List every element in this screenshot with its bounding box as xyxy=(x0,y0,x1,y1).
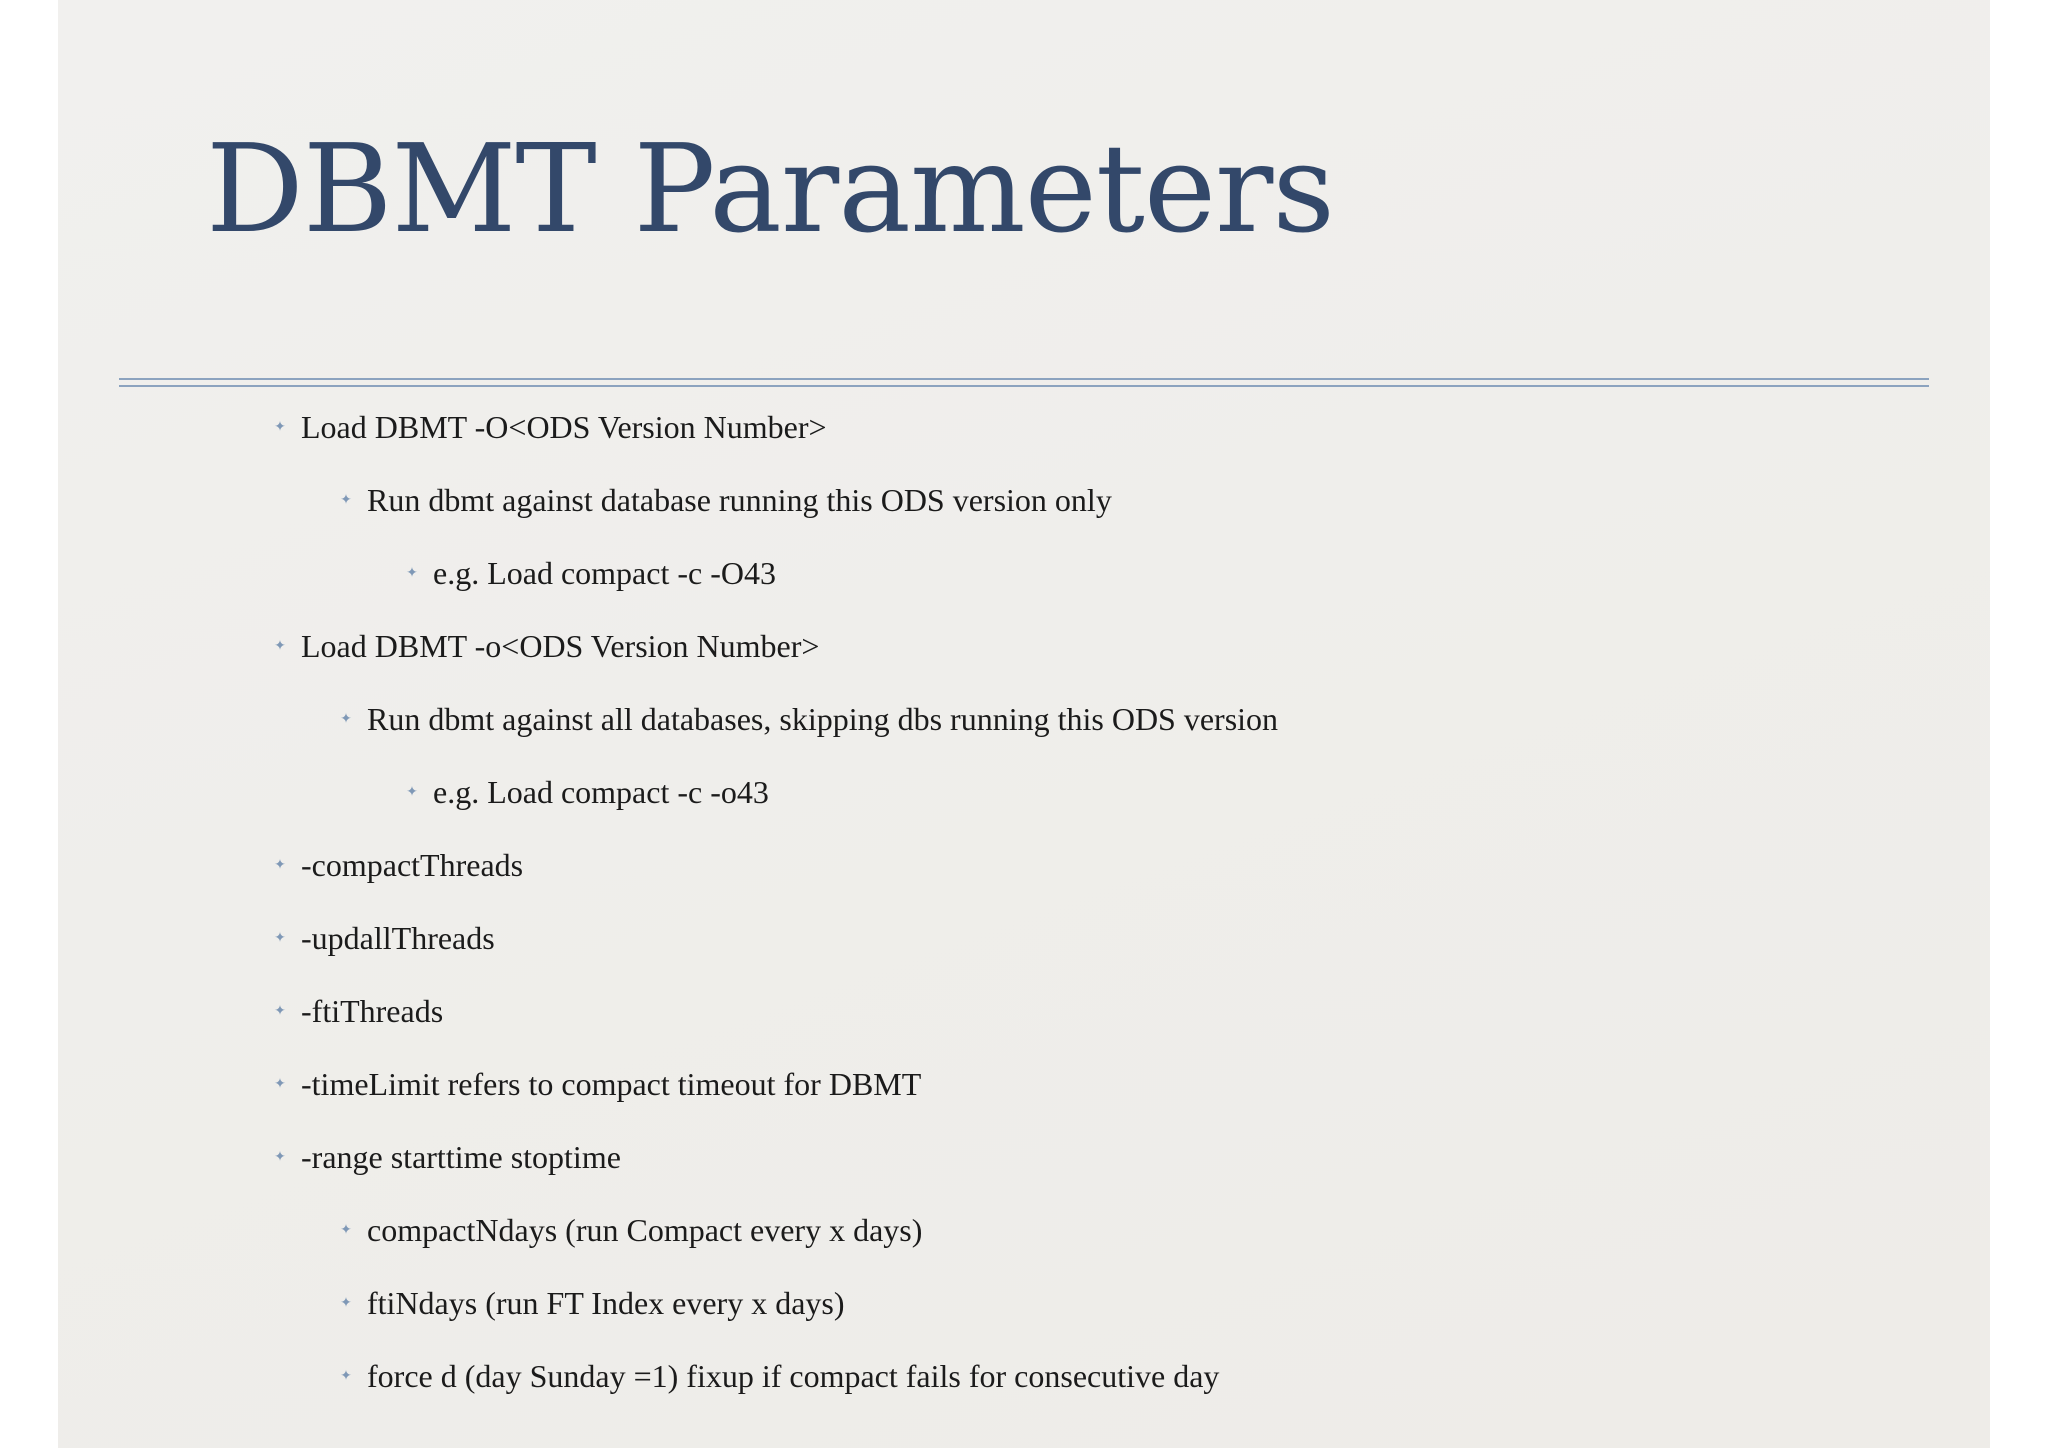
bullet-text: compactNdays (run Compact every x days) xyxy=(367,1212,923,1248)
bullet-item-level-1 xyxy=(274,845,524,885)
bullet-text: -compactThreads xyxy=(301,847,524,883)
four-point-star-bullet-icon: ✦ xyxy=(274,930,286,946)
title-divider-line-upper xyxy=(119,378,1929,380)
bullet-item-level-1 xyxy=(274,407,827,447)
bullet-text: -ftiThreads xyxy=(301,993,444,1029)
bullet-item-level-3 xyxy=(406,553,776,593)
bullet-text: force d (day Sunday =1) fixup if compact fails for consecutive day xyxy=(367,1358,1220,1394)
bullet-item-level-1 xyxy=(274,991,444,1031)
bullet-text: Run dbmt against all databases, skipping dbs running this ODS version xyxy=(367,701,1279,737)
bullet-text: Load DBMT -o<ODS Version Number> xyxy=(301,628,820,664)
bullet-item-level-1 xyxy=(274,626,820,666)
four-point-star-bullet-icon: ✦ xyxy=(340,1295,352,1311)
four-point-star-bullet-icon: ✦ xyxy=(340,492,352,508)
four-point-star-bullet-icon: ✦ xyxy=(274,1076,286,1092)
bullet-item-level-2 xyxy=(340,1283,845,1323)
four-point-star-bullet-icon: ✦ xyxy=(340,711,352,727)
bullet-item-level-3 xyxy=(406,772,769,812)
bullet-item-level-1 xyxy=(274,918,495,958)
bullet-text: e.g. Load compact -c -O43 xyxy=(433,555,776,591)
bullet-text: Load DBMT -O<ODS Version Number> xyxy=(301,409,827,445)
title-divider-line-lower xyxy=(119,385,1929,387)
slide-title: DBMT Parameters xyxy=(206,118,1334,260)
four-point-star-bullet-icon: ✦ xyxy=(340,1222,352,1238)
bullet-text: -range starttime stoptime xyxy=(301,1139,621,1175)
four-point-star-bullet-icon: ✦ xyxy=(274,419,286,435)
four-point-star-bullet-icon: ✦ xyxy=(406,784,418,800)
four-point-star-bullet-icon: ✦ xyxy=(274,1149,286,1165)
bullet-text: -timeLimit refers to compact timeout for DBMT xyxy=(301,1066,922,1102)
bullet-text: -updallThreads xyxy=(301,920,495,956)
bullet-text: ftiNdays (run FT Index every x days) xyxy=(367,1285,845,1321)
bullet-text: Run dbmt against database running this ODS version only xyxy=(367,482,1112,518)
bullet-item-level-2 xyxy=(340,1356,1220,1396)
bullet-item-level-1 xyxy=(274,1064,922,1104)
bullet-item-level-2 xyxy=(340,699,1279,739)
four-point-star-bullet-icon: ✦ xyxy=(274,1003,286,1019)
bullet-item-level-2 xyxy=(340,1210,923,1250)
slide xyxy=(58,0,1990,1448)
bullet-item-level-2 xyxy=(340,480,1112,520)
four-point-star-bullet-icon: ✦ xyxy=(406,565,418,581)
four-point-star-bullet-icon: ✦ xyxy=(274,638,286,654)
bullet-item-level-1 xyxy=(274,1137,621,1177)
four-point-star-bullet-icon: ✦ xyxy=(274,857,286,873)
four-point-star-bullet-icon: ✦ xyxy=(340,1368,352,1384)
bullet-text: e.g. Load compact -c -o43 xyxy=(433,774,769,810)
